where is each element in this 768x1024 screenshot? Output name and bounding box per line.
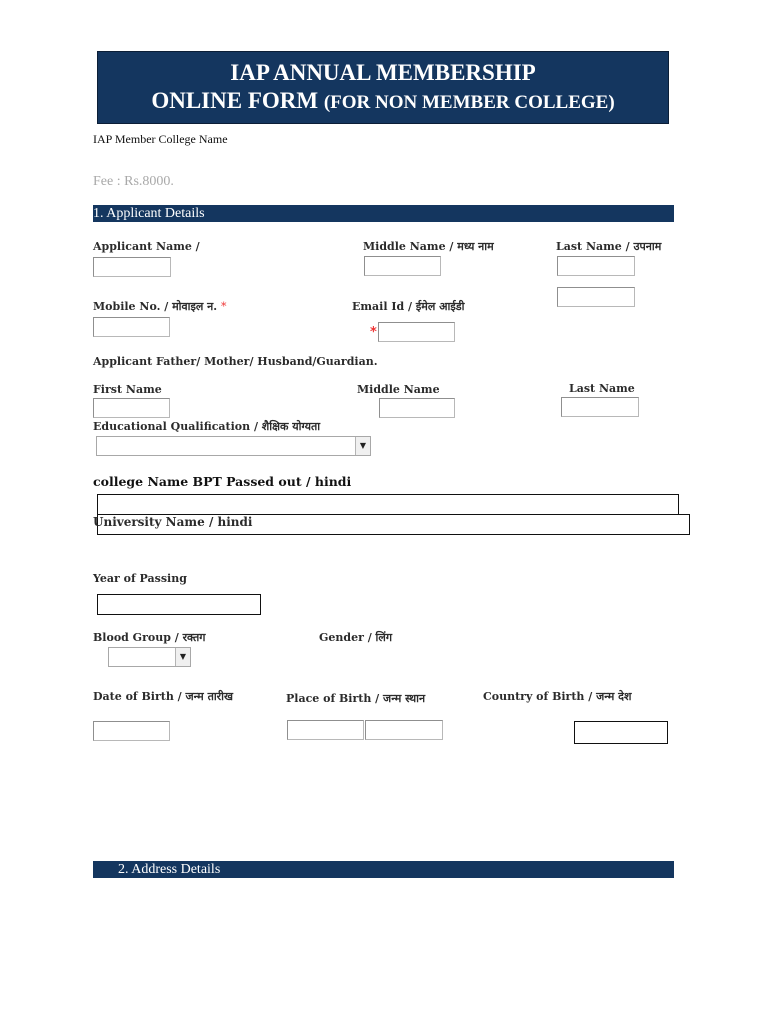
dob-input[interactable]: [93, 721, 170, 741]
form-title-sub: (FOR NON MEMBER COLLEGE): [323, 92, 615, 113]
year-of-passing-input[interactable]: [97, 594, 261, 615]
fee-text: Fee : Rs.8000.: [93, 174, 174, 189]
dob-label: Date of Birth / जन्म तारीख: [93, 690, 234, 703]
form-title-line2: [98, 87, 668, 117]
section-address-details: [93, 861, 674, 878]
form-title-main: ONLINE FORM: [151, 88, 319, 113]
section-title: 1. Applicant Details: [93, 206, 205, 221]
blood-group-select[interactable]: [108, 647, 191, 667]
applicant-name-label: Applicant Name /: [93, 240, 200, 253]
mobile-label: [93, 299, 226, 314]
guardian-first-name-input[interactable]: [93, 398, 170, 418]
guardian-last-name-label: Last Name: [569, 382, 635, 395]
mobile-input[interactable]: [93, 317, 170, 337]
college-bpt-input[interactable]: [97, 494, 679, 515]
gender-label: Gender / लिंग: [319, 631, 393, 644]
guardian-middle-name-input[interactable]: [379, 398, 455, 418]
guardian-heading: Applicant Father/ Mother/ Husband/Guardian.: [93, 355, 378, 368]
applicant-extra-input[interactable]: [557, 287, 635, 307]
section-applicant-details: [93, 205, 674, 222]
form-title-line1: IAP ANNUAL MEMBERSHIP: [230, 60, 536, 85]
guardian-last-name-input[interactable]: [561, 397, 639, 417]
email-label: Email Id / ईमेल आईडी: [352, 300, 465, 313]
guardian-first-name-label: First Name: [93, 383, 162, 396]
chevron-down-icon: ▼: [175, 648, 190, 666]
college-bpt-label: college Name BPT Passed out / hindi: [93, 474, 352, 489]
applicant-middle-name-input[interactable]: [364, 256, 441, 276]
pob-input-1[interactable]: [287, 720, 364, 740]
form-header: [97, 51, 669, 124]
middle-name-label: Middle Name / मध्य नाम: [363, 240, 494, 253]
email-input[interactable]: [378, 322, 455, 342]
qualification-select[interactable]: [96, 436, 371, 456]
blood-group-label: Blood Group / रक्तग: [93, 631, 206, 644]
guardian-middle-name-label: Middle Name: [357, 383, 440, 396]
required-marker: *: [220, 300, 227, 313]
college-name-label: IAP Member College Name: [93, 132, 228, 146]
qualification-label: Educational Qualification / शैक्षिक योग्यता: [93, 420, 321, 433]
email-required-marker: *: [370, 325, 377, 340]
year-of-passing-label: Year of Passing: [93, 572, 187, 585]
chevron-down-icon: ▼: [355, 437, 370, 455]
pob-input-2[interactable]: [365, 720, 443, 740]
university-label: University Name / hindi: [93, 515, 253, 529]
cob-input[interactable]: [574, 721, 668, 744]
section-title: 2. Address Details: [118, 862, 221, 877]
applicant-first-name-input[interactable]: [93, 257, 171, 277]
pob-label: Place of Birth / जन्म स्थान: [286, 692, 426, 705]
last-name-label: Last Name / उपनाम: [556, 240, 662, 253]
cob-label: Country of Birth / जन्म देश: [483, 690, 632, 703]
applicant-last-name-input[interactable]: [557, 256, 635, 276]
mobile-label-text: Mobile No. / मोवाइल न.: [93, 300, 218, 313]
